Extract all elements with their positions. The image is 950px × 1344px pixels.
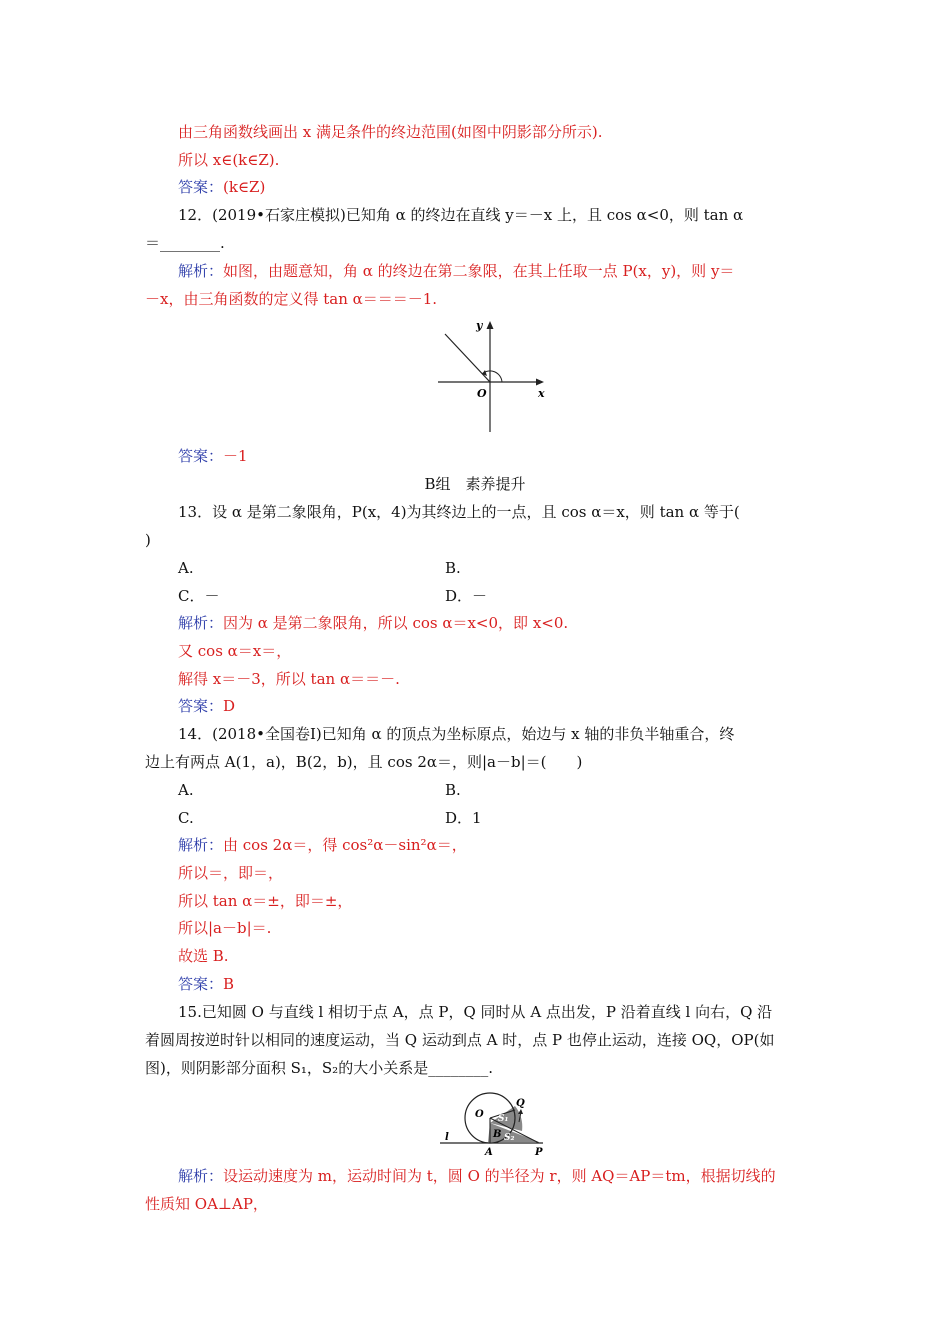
answer-value: －1 xyxy=(223,447,248,465)
option-a: A. xyxy=(178,781,194,799)
x-label: x xyxy=(538,387,545,400)
solution-15-line: 性质知 OA⊥AP， xyxy=(145,1195,268,1213)
solution-14-line: 故选 B. xyxy=(178,947,229,965)
answer-12-line xyxy=(178,446,248,466)
solution-label: 解析： xyxy=(178,262,224,280)
solution-label: 解析： xyxy=(178,614,224,632)
section-title: B组 素养提升 xyxy=(424,475,526,493)
label-s1: S₁ xyxy=(498,1114,509,1124)
solution-14-line: 所以|a－b|＝. xyxy=(178,919,272,937)
solution-13-line: 又 cos α＝x＝， xyxy=(178,642,292,660)
solution-13-line: 解得 x＝－3，所以 tan α＝＝－. xyxy=(178,670,400,688)
label-s2: S₂ xyxy=(504,1133,515,1143)
solution-14-line: 所以＝，即＝， xyxy=(178,864,284,882)
option-c: C. xyxy=(178,809,194,827)
question-14-text: 边上有两点 A(1，a)，B(2，b)，且 cos 2α＝，则|a－b|＝( ) xyxy=(145,753,583,771)
label-o: O xyxy=(475,1109,484,1120)
solution-text: 如图，由题意知，角 α 的终边在第二象限，在其上任取一点 P(x，y)，则 y＝ xyxy=(223,262,735,280)
answer-14-line xyxy=(178,974,234,994)
question-13-text: ) xyxy=(145,531,151,549)
question-12-text: ＝________. xyxy=(145,234,225,252)
solution-text: 因为 α 是第二象限角，所以 cos α＝x<0，即 x<0. xyxy=(223,614,569,632)
question-15-text: 着圆周按逆时针以相同的速度运动，当 Q 运动到点 A 时，点 P 也停止运动，连接 OQ，OP(如 xyxy=(145,1031,775,1049)
option-b: B. xyxy=(445,781,461,799)
answer-label: 答案： xyxy=(178,975,224,993)
q-arrow-head xyxy=(518,1109,523,1114)
label-l: l xyxy=(445,1132,449,1143)
solution-label: 解析： xyxy=(178,1167,224,1185)
solution-text: 设运动速度为 m，运动时间为 t，圆 O 的半径为 r，则 AQ＝AP＝tm，根据切线的 xyxy=(223,1167,776,1185)
origin-label: O xyxy=(477,387,487,400)
question-13-text: 13．设 α 是第二象限角，P(x，4)为其终边上的一点，且 cos α＝x，则 tan α 等于( xyxy=(178,503,740,521)
solution-12-line xyxy=(178,261,734,281)
solution-12-line: －x，由三角函数的定义得 tan α＝＝＝－1. xyxy=(145,290,438,308)
answer-value: (k∈Z) xyxy=(223,178,266,196)
label-a: A xyxy=(485,1147,493,1158)
solution-14-line xyxy=(178,835,467,855)
answer-label: 答案： xyxy=(178,447,224,465)
label-b: B xyxy=(493,1129,502,1140)
question-12-text: 12．(2019•石家庄模拟)已知角 α 的终边在直线 y＝－x 上，且 cos α<0，则 tan α xyxy=(178,206,744,224)
question-14-text: 14．(2018•全国卷Ⅰ)已知角 α 的顶点为坐标原点，始边与 x 轴的非负半轴重合，终 xyxy=(178,725,735,743)
question-15-text: 图)，则阴影部分面积 S₁，S₂的大小关系是________. xyxy=(145,1059,493,1077)
question-15-text: 15.已知圆 O 与直线 l 相切于点 A，点 P，Q 同时从 A 点出发，P 沿着直线 l 向右，Q 沿 xyxy=(178,1003,773,1021)
x-axis-arrow xyxy=(536,379,544,386)
figure-circle-tangent xyxy=(435,1088,550,1160)
solution-15-line xyxy=(178,1166,776,1186)
solution-13-line xyxy=(178,613,568,633)
option-c: C．－ xyxy=(178,587,220,605)
option-a: A. xyxy=(178,559,194,577)
option-row xyxy=(178,558,194,578)
label-p: P xyxy=(535,1147,543,1158)
option-b: B. xyxy=(445,559,461,577)
answer-line xyxy=(178,177,265,197)
figure-angle-axes xyxy=(430,312,560,437)
option-d: D．－ xyxy=(445,587,488,605)
option-d: D．1 xyxy=(445,809,482,827)
y-label: y xyxy=(476,319,483,332)
answer-13-line xyxy=(178,696,235,716)
answer-label: 答案： xyxy=(178,697,224,715)
solution-label: 解析： xyxy=(178,836,224,854)
label-q: Q xyxy=(516,1098,525,1109)
terminal-side xyxy=(445,334,490,382)
solution-line: 由三角函数线画出 x 满足条件的终边范围(如图中阴影部分所示). xyxy=(178,123,603,141)
y-axis-arrow xyxy=(487,321,494,329)
solution-line: 所以 x∈(k∈Z). xyxy=(178,151,280,169)
solution-14-line: 所以 tan α＝±，即＝±， xyxy=(178,892,353,910)
solution-text: 由 cos 2α＝，得 cos²α－sin²α＝， xyxy=(223,836,467,854)
answer-value: D xyxy=(223,697,236,715)
answer-value: B xyxy=(223,975,235,993)
answer-label: 答案： xyxy=(178,178,224,196)
